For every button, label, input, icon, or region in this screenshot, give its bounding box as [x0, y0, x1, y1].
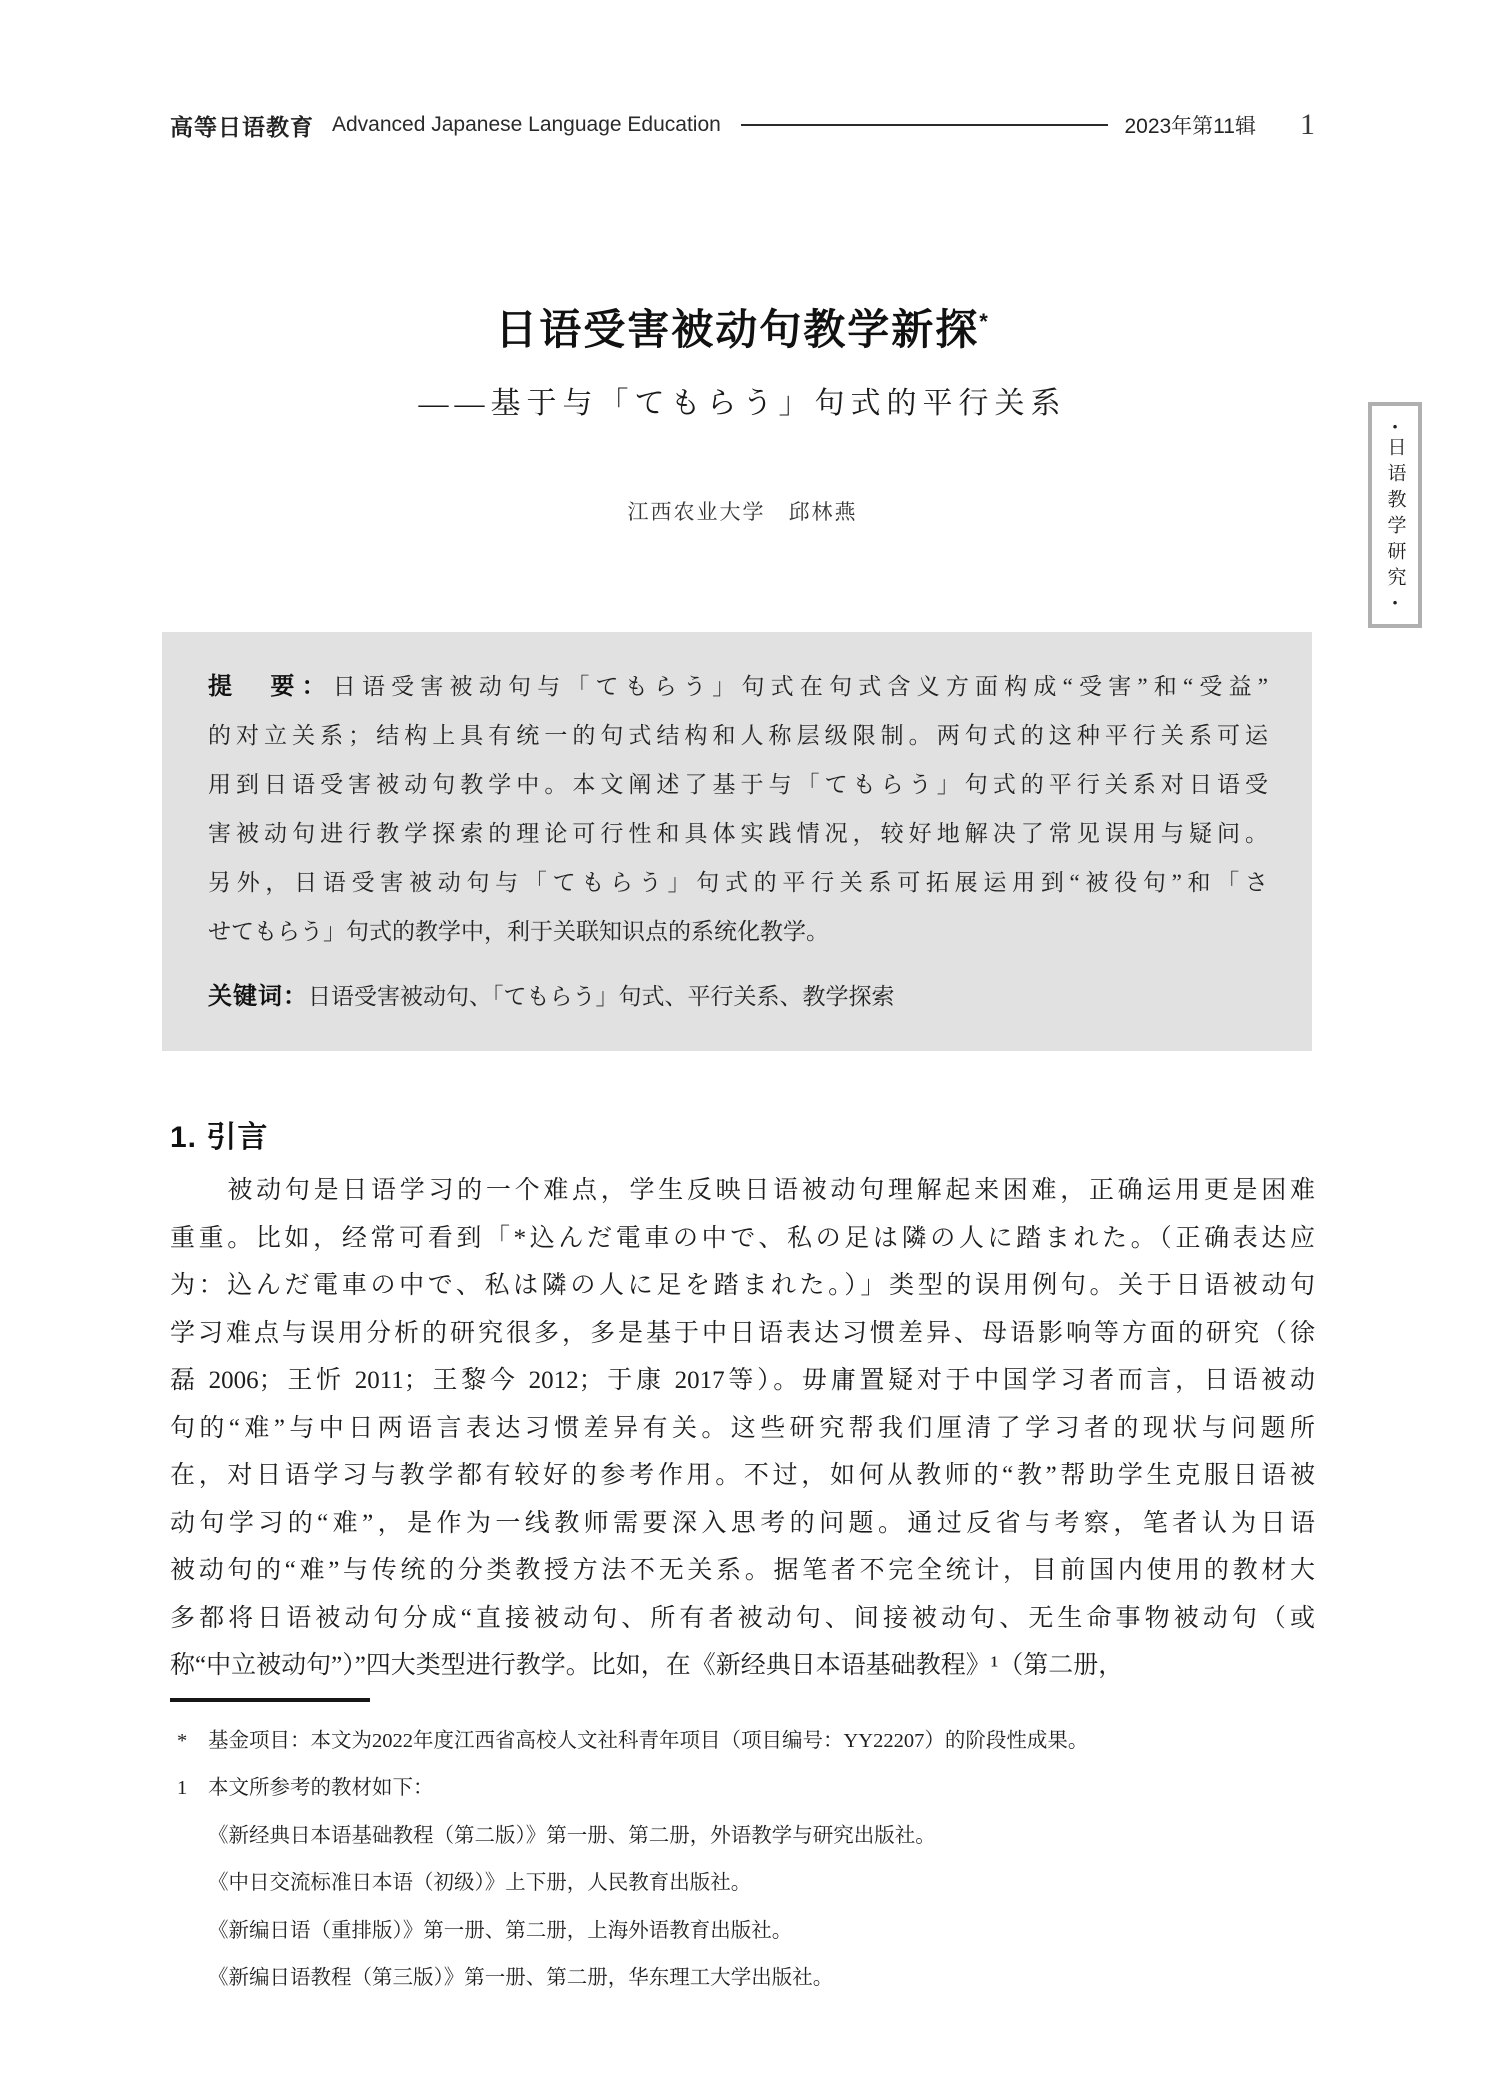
body-line: 磊 2006；王忻 2011；王黎今 2012；于康 2017等）。毋庸置疑对于中国学习者而言，日语被动	[170, 1367, 1315, 1394]
issue-label: 2023年第11辑	[1124, 115, 1256, 138]
section-heading: 1. 引言	[170, 1121, 269, 1154]
abstract-line: せてもらう」句式的教学中，利于关联知识点的系统化教学。	[208, 919, 829, 944]
footnote-line	[170, 1813, 1315, 1861]
footnote-line	[170, 1765, 1315, 1813]
footnote-text: 本文所参考的教材如下：	[208, 1777, 434, 1799]
journal-name-cn: 高等日语教育	[170, 113, 314, 140]
body-line: 称“中立被动句”）”四大类型进行教学。比如，在《新经典日本语基础教程》¹（第二册，	[170, 1652, 1124, 1679]
footnotes	[170, 1718, 1315, 2003]
category-dot-top: ·	[1391, 414, 1399, 439]
author-line: 江西农业大学 邱林燕	[627, 501, 858, 524]
footnote-marker	[170, 1908, 208, 1956]
article-title-text: 日语受害被动句教学新探	[495, 306, 980, 353]
footnote-marker: *	[177, 1729, 188, 1752]
body-line: 重重。比如，经常可看到「*込んだ電車の中で、私の足は隣の人に踏まれた。（正确表达应	[170, 1224, 1315, 1252]
keywords-line	[208, 972, 1268, 1021]
footnote-text: 《新编日语教程（第三版）》第一册、第二册，华东理工大学出版社。	[208, 1967, 834, 1989]
body-paragraph	[170, 1167, 1315, 1690]
abstract-line: 用到日语受害被动句教学中。本文阐述了基于与「てもらう」句式的平行关系对日语受	[208, 772, 1268, 797]
abstract-line: 害被动句进行教学探索的理论可行性和具体实践情况，较好地解决了常见误用与疑问。	[208, 821, 1268, 846]
article-subtitle: ——基于与「てもらう」句式的平行关系	[418, 387, 1067, 420]
footnote-text: 《新编日语（重排版）》第一册、第二册，上海外语教育出版社。	[208, 1919, 793, 1942]
category-tab	[1368, 402, 1422, 628]
page-header	[170, 108, 1315, 142]
body-line: 被动句的“难”与传统的分类教授方法不无关系。据笔者不完全统计，目前国内使用的教材大	[170, 1557, 1315, 1584]
footnote-text: 《中日交流标准日本语（初级）》上下册，人民教育出版社。	[208, 1872, 752, 1894]
body-line: 被动句是日语学习的一个难点，学生反映日语被动句理解起来困难，正确运用更是困难	[170, 1177, 1315, 1204]
footnote-marker	[170, 1813, 208, 1861]
journal-name-en: Advanced Japanese Language Education	[332, 113, 721, 136]
abstract-lines	[208, 711, 1268, 956]
abstract-label: 提 要：	[208, 673, 333, 700]
footnote-text: 《新经典日本语基础教程（第二版）》第一册、第二册，外语教学与研究出版社。	[208, 1824, 936, 1847]
body-line: 为：込んだ電車の中で、私は隣の人に足を踏まれた。）」类型的误用例句。关于日语被动句	[170, 1272, 1315, 1299]
abstract-box	[162, 632, 1312, 1051]
footnote-line	[170, 1718, 1315, 1766]
footnote-marker	[170, 1955, 208, 2003]
body-line: 动句学习的“难”，是作为一线教师需要深入思考的问题。通过反省与考察，笔者认为日语	[170, 1509, 1315, 1537]
article-title	[170, 300, 1315, 360]
abstract-line: 的对立关系；结构上具有统一的句式结构和人称层级限制。两句式的这种平行关系可运	[208, 723, 1268, 748]
body-line: 多都将日语被动句分成“直接被动句、所有者被动句、间接被动句、无生命事物被动句（或	[170, 1604, 1315, 1632]
body-line: 学习难点与误用分析的研究很多，多是基于中日语表达习惯差异、母语影响等方面的研究（徐	[170, 1319, 1315, 1347]
footnote-marker: 1	[177, 1777, 188, 1799]
footnote-line	[170, 1955, 1315, 2003]
page-number: 1	[1300, 108, 1315, 141]
abstract-line: 另外，日语受害被动句与「てもらう」句式的平行关系可拓展运用到“被役句”和「さ	[208, 870, 1268, 895]
main-column	[170, 150, 1315, 2003]
abstract-first-line	[208, 662, 1268, 711]
abstract-first-line-text: 日语受害被动句与「てもらう」句式在句式含义方面构成“受害”和“受益”	[332, 674, 1268, 699]
header-rule	[741, 124, 1109, 126]
keywords-label: 关键词：	[208, 983, 308, 1010]
footnote-rule	[170, 1698, 370, 1702]
category-label: 日语教学研究	[1384, 437, 1406, 593]
footnote-line	[170, 1860, 1315, 1908]
title-footnote-asterisk: *	[979, 309, 990, 334]
body-line: 句的“难”与中日两语言表达习惯差异有关。这些研究帮我们厘清了学习者的现状与问题所	[170, 1414, 1315, 1442]
keywords-text: 日语受害被动句、「てもらう」句式、平行关系、教学探索	[308, 984, 895, 1009]
category-dot-bottom: ·	[1391, 590, 1399, 615]
footnote-line	[170, 1908, 1315, 1956]
footnote-marker	[170, 1860, 208, 1908]
body-line: 在，对日语学习与教学都有较好的参考作用。不过，如何从教师的“教”帮助学生克服日语被	[170, 1462, 1315, 1489]
footnote-text: 基金项目：本文为2022年度江西省高校人文社科青年项目（项目编号：YY22207）的阶段性成果。	[208, 1729, 1089, 1752]
